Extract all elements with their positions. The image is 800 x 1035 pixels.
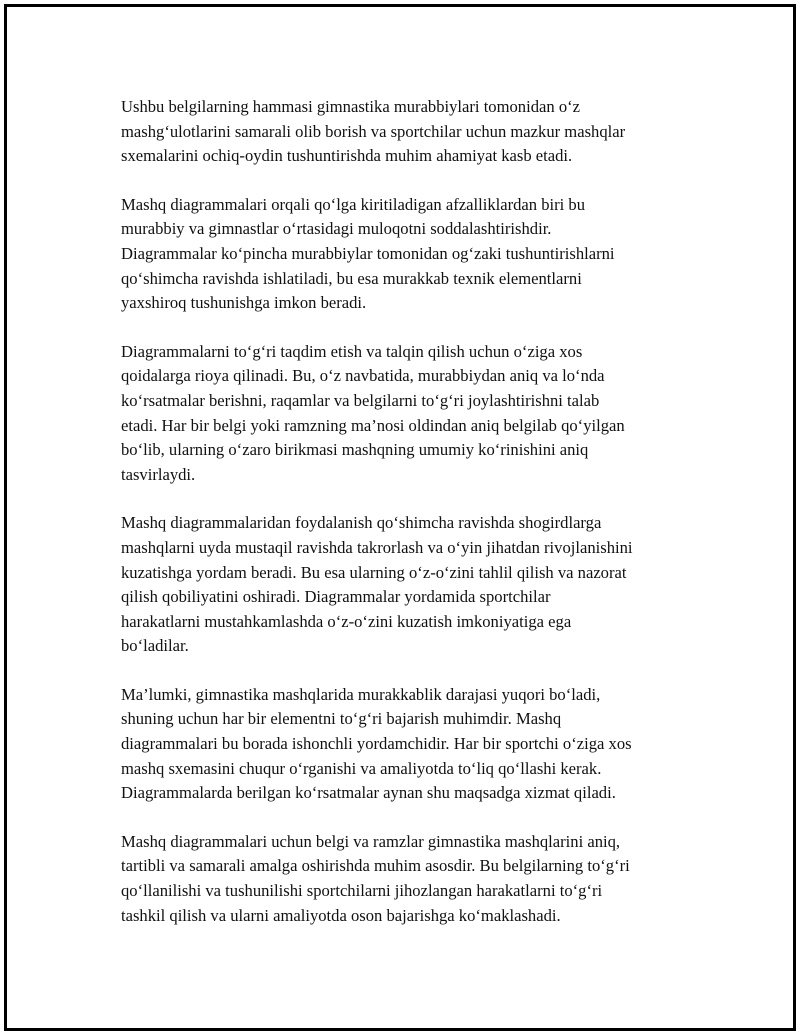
document-body [121,95,696,952]
paragraph-line: tasvirlaydi. [121,464,196,484]
paragraph-5 [121,683,696,806]
paragraph-line: diagrammalari bu borada ishonchli yordamchidir. Har bir sportchi o‘ziga xos [121,734,632,754]
paragraph-line: ko‘rsatmalar berishni, raqamlar va belgilarni to‘g‘ri joylashtirishni talab [121,390,600,410]
paragraph-line: harakatlarni mustahkamlashda o‘z-o‘zini kuzatish imkoniyatiga ega [121,611,572,631]
paragraph-line: kuzatishga yordam beradi. Bu esa ularning o‘z-o‘zini tahlil qilish va nazorat [121,562,627,582]
paragraph-line: bo‘ladilar. [121,636,189,656]
paragraph-line: mashg‘ulotlarini samarali olib borish va sportchilar uchun mazkur mashqlar [121,121,626,141]
paragraph-line: Mashq diagrammalari orqali qo‘lga kiritiladigan afzalliklardan biri bu [121,194,586,214]
paragraph-line: qilish qobiliyatini oshiradi. Diagrammalar yordamida sportchilar [121,587,551,607]
paragraph-line: mashq sxemasini chuqur o‘rganishi va amaliyotda to‘liq qo‘llashi kerak. [121,758,602,778]
paragraph-3 [121,340,696,488]
paragraph-line: bo‘lib, ularning o‘zaro birikmasi mashqning umumiy ko‘rinishini aniq [121,440,589,460]
paragraph-line: etadi. Har bir belgi yoki ramzning ma’nosi oldindan aniq belgilab qo‘yilgan [121,415,625,435]
paragraph-2 [121,193,696,316]
paragraph-4 [121,511,696,659]
paragraph-line: qo‘llanilishi va tushunilishi sportchilarni jihozlangan harakatlarni to‘g‘ri [121,881,603,901]
paragraph-line: murabbiy va gimnastlar o‘rtasidagi muloqotni soddalashtirishdir. [121,219,552,239]
paragraph-line: mashqlarni uyda mustaqil ravishda takrorlash va o‘yin jihatdan rivojlanishini [121,537,633,557]
paragraph-line: Ma’lumki, gimnastika mashqlarida murakkablik darajasi yuqori bo‘ladi, [121,684,601,704]
paragraph-6 [121,830,696,928]
paragraph-line: tashkil qilish va ularni amaliyotda oson bajarishga ko‘maklashadi. [121,905,561,925]
paragraph-line: qo‘shimcha ravishda ishlatiladi, bu esa murakkab texnik elementlarni [121,268,582,288]
paragraph-line: Diagrammalarni to‘g‘ri taqdim etish va talqin qilish uchun o‘ziga xos [121,341,583,361]
paragraph-line: Mashq diagrammalari uchun belgi va ramzlar gimnastika mashqlarini aniq, [121,831,621,851]
paragraph-line: shuning uchun har bir elementni to‘g‘ri bajarish muhimdir. Mashq [121,709,562,729]
paragraph-line: tartibli va samarali amalga oshirishda muhim asosdir. Bu belgilarning to‘g‘ri [121,856,630,876]
paragraph-line: yaxshiroq tushunishga imkon beradi. [121,293,367,313]
document-page [4,4,796,1031]
paragraph-1 [121,95,696,169]
paragraph-line: sxemalarini ochiq-oydin tushuntirishda muhim ahamiyat kasb etadi. [121,146,573,166]
paragraph-line: Diagrammalarda berilgan ko‘rsatmalar aynan shu maqsadga xizmat qiladi. [121,783,616,803]
paragraph-line: Diagrammalar ko‘pincha murabbiylar tomonidan og‘zaki tushuntirishlarni [121,243,615,263]
paragraph-line: Ushbu belgilarning hammasi gimnastika murabbiylari tomonidan o‘z [121,97,581,116]
paragraph-line: Mashq diagrammalaridan foydalanish qo‘shimcha ravishda shogirdlarga [121,513,602,533]
paragraph-line: qoidalarga rioya qilinadi. Bu, o‘z navbatida, murabbiydan aniq va lo‘nda [121,366,605,386]
